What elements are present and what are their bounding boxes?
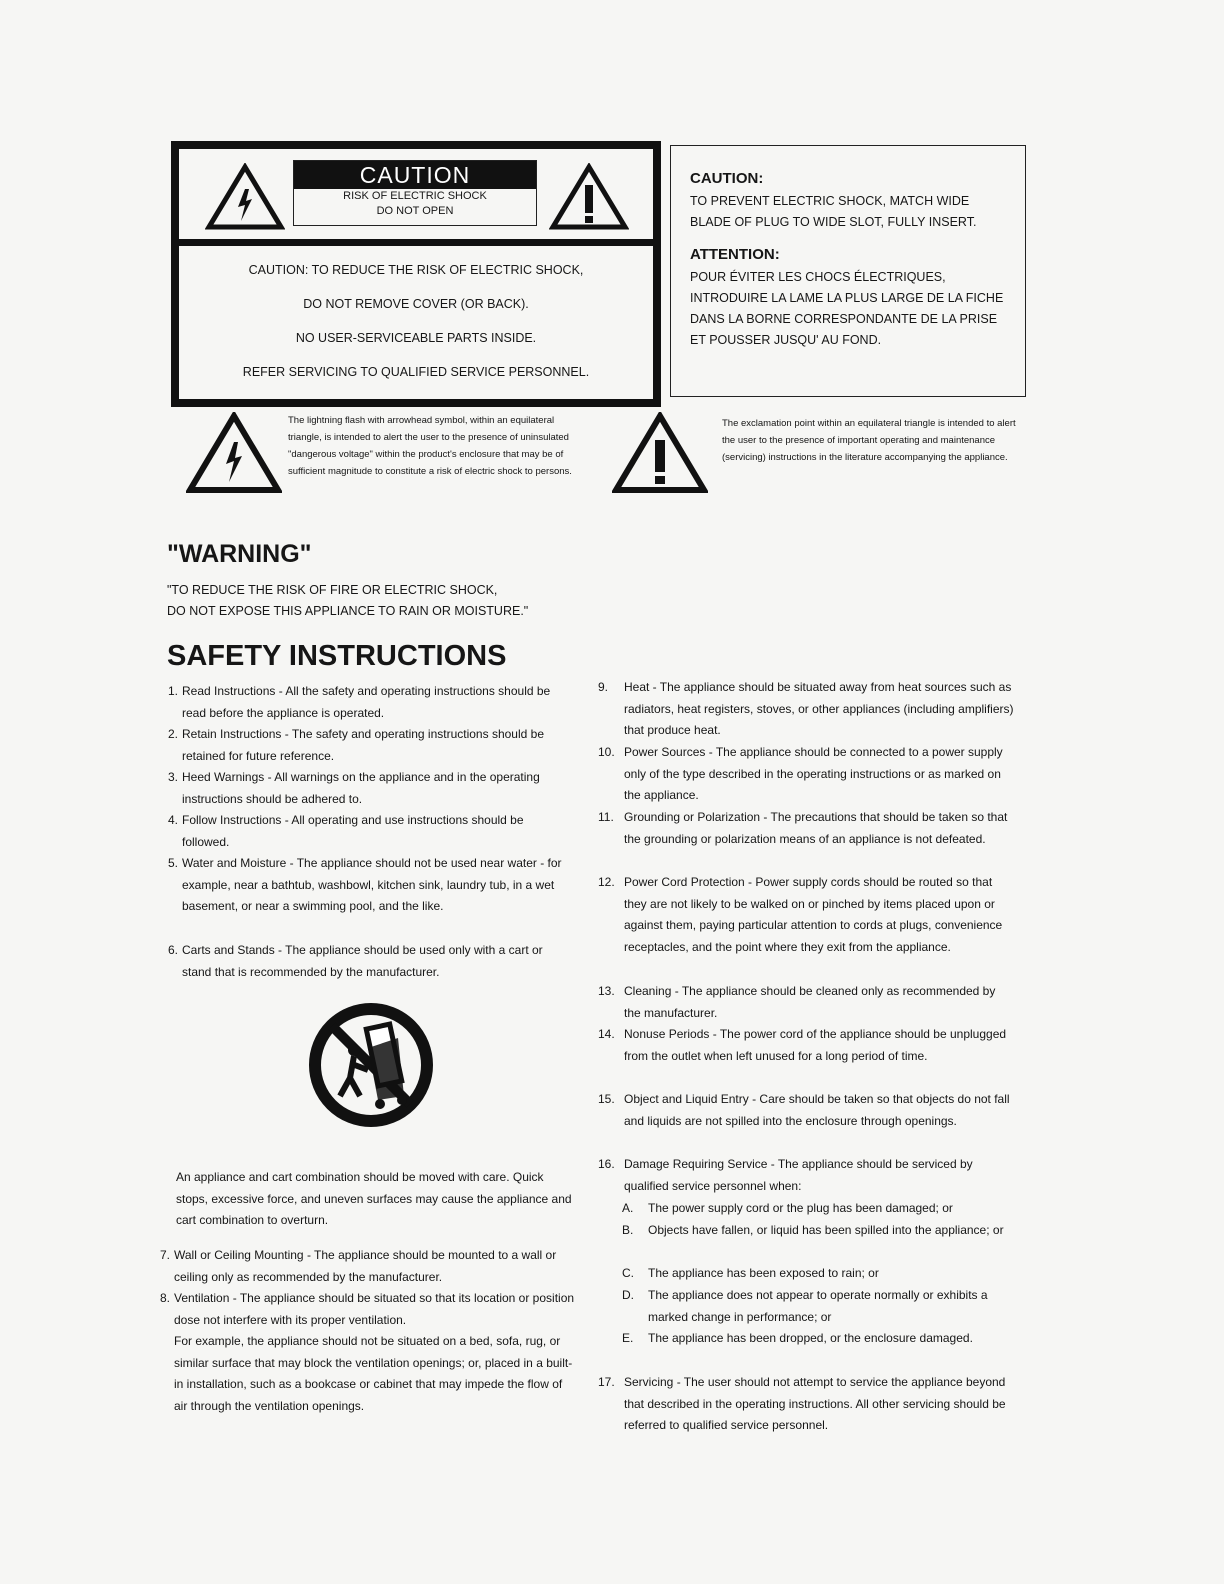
warning-line-2: DO NOT EXPOSE THIS APPLIANCE TO RAIN OR MOISTURE." (167, 604, 529, 618)
condition-letter: B. (622, 1223, 634, 1237)
caution-line-4: REFER SERVICING TO QUALIFIED SERVICE PERSONNEL. (242, 365, 590, 379)
instruction-item (598, 1372, 1014, 1437)
instruction-item (598, 807, 1014, 850)
condition-text: The appliance does not appear to operate normally or exhibits a marked change in performance; or (648, 1288, 988, 1324)
instruction-item (168, 853, 574, 918)
instruction-item (168, 681, 574, 724)
instruction-item (168, 767, 574, 810)
plug-caution-heading: CAUTION: (690, 170, 764, 187)
item-text: Heed Warnings - All warnings on the appliance and in the operating instructions should be adhered to. (182, 770, 540, 806)
item-text: Water and Moisture - The appliance should not be used near water - for example, near a bathtub, washbowl, kitchen sink, laundry tub, in a wet basement, or near a swimming pool, and the like. (182, 856, 562, 913)
condition-text: The appliance has been exposed to rain; or (648, 1266, 879, 1280)
damage-condition (622, 1285, 1014, 1328)
damage-condition (622, 1198, 1014, 1220)
instruction-item (598, 981, 1014, 1024)
item-text: Cleaning - The appliance should be cleaned only as recommended by the manufacturer. (624, 984, 996, 1020)
item-text: Read Instructions - All the safety and operating instructions should be read before the appliance is operated. (182, 684, 551, 720)
caution-line-3: NO USER-SERVICEABLE PARTS INSIDE. (295, 331, 537, 345)
item-number: 7. (160, 1248, 171, 1262)
condition-text: The appliance has been dropped, or the enclosure damaged. (648, 1331, 973, 1345)
instruction-item (598, 1089, 1014, 1132)
item-text: Carts and Stands - The appliance should be used only with a cart or stand that is recommended by the manufacturer. (182, 943, 543, 979)
caution-text-lines (179, 253, 653, 389)
attention-heading: ATTENTION: (690, 246, 780, 263)
item-text: Retain Instructions - The safety and operating instructions should be retained for future reference. (182, 727, 544, 763)
plug-caution-box (670, 145, 1026, 397)
damage-condition (622, 1220, 1014, 1242)
item-text: Wall or Ceiling Mounting - The appliance should be mounted to a wall or ceiling only as recommended by the manufacturer. (174, 1248, 557, 1284)
condition-letter: E. (622, 1331, 634, 1345)
lightning-warning-icon (205, 163, 285, 231)
item-number: 9. (598, 680, 609, 694)
attention-text: POUR ÉVITER LES CHOCS ÉLECTRIQUES, INTRODUIRE LA LAME LA PLUS LARGE DE LA FICHE DANS LA BORNE CORRESPONDANTE DE LA PRISE ET POUSSER JUSQU' AU FOND. (690, 270, 1004, 347)
item-text: Damage Requiring Service - The appliance should be serviced by qualified service personnel when: (624, 1157, 973, 1193)
item-number: 11. (598, 810, 614, 824)
condition-letter: D. (622, 1288, 634, 1302)
item-number: 17. (598, 1375, 615, 1389)
instruction-item (598, 1154, 1014, 1197)
item-number: 13. (598, 984, 615, 998)
plug-caution-text: TO PREVENT ELECTRIC SHOCK, MATCH WIDE BLADE OF PLUG TO WIDE SLOT, FULLY INSERT. (690, 194, 977, 229)
instruction-item (598, 872, 1014, 958)
caution-label-box (171, 141, 661, 407)
instruction-item (168, 940, 574, 983)
item-text: Power Sources - The appliance should be connected to a power supply only of the type described in the operating instructions or as marked on the appliance. (624, 745, 1003, 802)
instruction-item (598, 1024, 1014, 1067)
warning-title: "WARNING" (167, 540, 312, 568)
item-number: 12. (598, 875, 615, 889)
caution-subtitle-2: DO NOT OPEN (376, 205, 454, 217)
condition-text: Objects have fallen, or liquid has been spilled into the appliance; or (648, 1223, 1004, 1237)
cart-caption: An appliance and cart combination should be moved with care. Quick stops, excessive force, and uneven surfaces may cause the appliance and cart combination to overturn. (176, 1170, 572, 1227)
item-number: 2. (168, 727, 179, 741)
caution-line-1: CAUTION: TO REDUCE THE RISK OF ELECTRIC SHOCK, (248, 263, 584, 277)
item-text: Heat - The appliance should be situated away from heat sources such as radiators, heat registers, stoves, or other appliances (including amplifiers) that produce heat. (624, 680, 1014, 737)
item-text: Nonuse Periods - The power cord of the appliance should be unplugged from the outlet when left unused for a long period of time. (624, 1027, 1007, 1063)
item-number: 1. (168, 684, 179, 698)
warning-line-1: "TO REDUCE THE RISK OF FIRE OR ELECTRIC SHOCK, (167, 583, 498, 597)
caution-label (293, 160, 537, 226)
item-text: Servicing - The user should not attempt to service the appliance beyond that described in the operating instructions. All other servicing should be referred to qualified service personnel. (624, 1375, 1006, 1432)
caution-header (179, 149, 653, 246)
condition-letter: C. (622, 1266, 634, 1280)
instruction-item (160, 1288, 576, 1331)
condition-text: The power supply cord or the plug has been damaged; or (648, 1201, 953, 1215)
damage-condition (622, 1263, 1014, 1285)
exclamation-symbol-note: The exclamation point within an equilateral triangle is intended to alert the user to the presence of important operating and maintenance (servicing) instructions in the literature accompanying the appliance. (722, 418, 1016, 463)
cart-tip-over-icon (306, 1000, 436, 1130)
item-text: Ventilation - The appliance should be situated so that its location or position dose not interfere with its proper ventilation. (174, 1291, 575, 1327)
item-text: Object and Liquid Entry - Care should be taken so that objects do not fall and liquids are not spilled into the enclosure through openings. (624, 1092, 1010, 1128)
caution-title: CAUTION (294, 161, 536, 189)
item-number: 4. (168, 813, 179, 827)
item-text: Power Cord Protection - Power supply cords should be routed so that they are not likely to be walked on or pinched by items placed upon or against them, paying particular attention to cords at plugs, convenience receptacles, and the point where they exit from the appliance. (624, 875, 1003, 954)
instruction-item (160, 1245, 576, 1288)
item-number: 3. (168, 770, 179, 784)
caution-subtitle-1: RISK OF ELECTRIC SHOCK (343, 190, 487, 202)
caution-line-2: DO NOT REMOVE COVER (OR BACK). (303, 297, 529, 311)
exclamation-symbol-icon (612, 412, 708, 494)
instruction-item (168, 724, 574, 767)
item-number: 14. (598, 1027, 615, 1041)
item-number: 6. (168, 943, 179, 957)
item-number: 5. (168, 856, 179, 870)
item-number: 15. (598, 1092, 615, 1106)
exclamation-warning-icon (549, 163, 629, 231)
item-number: 16. (598, 1157, 615, 1171)
damage-condition (622, 1328, 1014, 1350)
item-number: 8. (160, 1291, 171, 1305)
lightning-symbol-icon (186, 412, 282, 494)
warning-text (167, 580, 528, 622)
lightning-symbol-note: The lightning flash with arrowhead symbol, within an equilateral triangle, is intended to alert the user to the presence of uninsulated "dangerous voltage" within the product's enclosure that may be of sufficient magnitude to constitute a risk of electric shock to persons. (288, 415, 572, 477)
instruction-item (598, 677, 1014, 742)
condition-letter: A. (622, 1201, 634, 1215)
instruction-item (168, 810, 574, 853)
instruction-item (598, 742, 1014, 807)
item-text: Follow Instructions - All operating and use instructions should be followed. (182, 813, 524, 849)
item-text: Grounding or Polarization - The precautions that should be taken so that the grounding or polarization means of an appliance is not defeated. (624, 810, 1008, 846)
item-number: 10. (598, 745, 615, 759)
safety-instructions-title: SAFETY INSTRUCTIONS (167, 640, 507, 672)
ventilation-example: For example, the appliance should not be situated on a bed, sofa, rug, or similar surface that may block the ventilation openings; or, placed in a built-in installation, such as a bookcase or cabinet that may impede the flow of air through the ventilation openings. (174, 1334, 573, 1413)
